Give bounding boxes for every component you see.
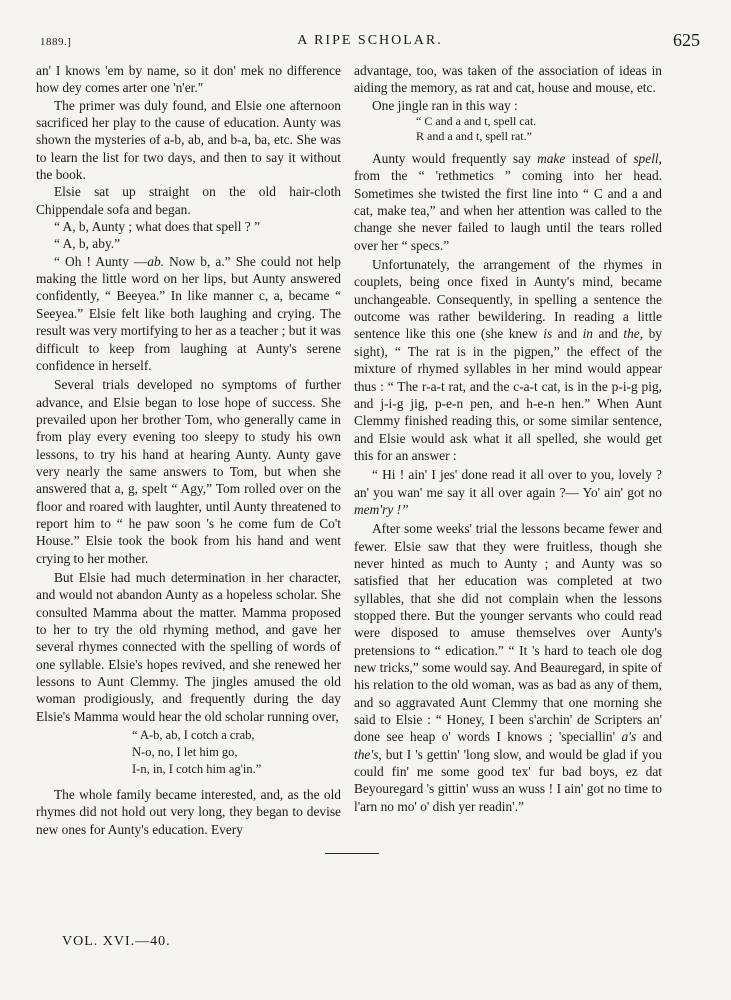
paragraph: The whole family became interested, and, as the old rhymes did not hold out very long, they began to devise new ones for Aunty's education. Every [36, 787, 341, 837]
running-head [40, 30, 700, 54]
text-run: instead of [565, 151, 634, 167]
verse-line: “ C and a and t, spell cat. [416, 114, 537, 129]
verse-line: “ A-b, ab, I cotch a crab, [132, 728, 255, 743]
text-run: from the “ 'rethmetics ” coming into her head. Sometimes she twisted the first line into “ C and a and cat, make tea,” and when her attention was called to the change she never failed to laugh until the tears rolled over her “ specs.” [354, 168, 662, 253]
paragraph [354, 520, 662, 815]
text-run: and [593, 326, 624, 342]
italic-text: mem'ry !” [354, 501, 409, 517]
section-divider [325, 853, 379, 854]
paragraph: The primer was duly found, and Elsie one afternoon sacrificed her play to the cause of education. Aunty was shown the mysteries of a-b, ab, and b-a, ba, etc. She was to learn the list for two days, and then to say it without the book. [36, 97, 341, 183]
text-run: Unfortunately, the arrangement of the rhymes in couplets, being once fixed in Aunty's mind, became unchangeable. Consequently, in spelling a sentence the outcome was rather bewildering. In reading a little sentence like this one (she knew [354, 257, 662, 342]
text-run: Now b, a.” She could not help making the little word on her lips, but Aunty answered confidently, “ Beeyea.” In like manner c, a, became “ Seeyea.” Elsie felt like both laughing and crying. The result was very mortifying to her as a teacher ; but it was difficult to keep from laughing at Aunty's serene confidence in herself. [36, 253, 341, 373]
verse-line: N-o, no, I let him go, [132, 745, 238, 760]
article-title: A RIPE SCHOLAR. [297, 33, 443, 48]
page-number: 625 [673, 30, 700, 50]
text-run: but I 's gettin' 'long slow, and would be glad if you could fin' me some good tex' fur bad boys, ez dat Beyouregard 's gittin' wuss an wuss ! I ain' got no time to l'arn no mo' o' dish yer readin'.” [354, 746, 662, 814]
volume-signature: VOL. XVI.—40. [62, 934, 171, 949]
text-run: and [636, 729, 662, 745]
paragraph: But Elsie had much determination in her character, and would not abandon Aunty as a hopeless scholar. She consulted Mamma about the matter. Mamma proposed to her to try the old rhyming method, and gave her several rhymes connected with the spelling of words of one syllable. Elsie's hopes revived, and she renewed her lessons to Aunt Clemmy. The jingles amused the old woman prodigiously, and frequently during the day Elsie's Mamma would hear the old scholar running over, [36, 569, 341, 724]
italic-text: the, [623, 326, 644, 342]
paragraph: an' I knows 'em by name, so it don' mek no difference how dey comes arter one 'n'er." [36, 63, 341, 96]
right-column [354, 62, 662, 815]
paragraph [354, 150, 662, 254]
paragraph [354, 256, 662, 464]
italic-text: a's [621, 729, 637, 745]
italic-text: is [543, 326, 553, 342]
italic-text: spell, [633, 151, 662, 167]
paragraph: “ A, b, Aunty ; what does that spell ? ” [54, 219, 261, 235]
paragraph: One jingle ran in this way : [372, 97, 518, 113]
italic-text: make [537, 151, 566, 167]
italic-text: in [582, 326, 593, 342]
text-run: After some weeks' trial the lessons became fewer and fewer. Elsie saw that they were fruitless, though she never hinted as much to Aunty ; and Aunty was so satisfied that her education was completed at two syllables, that she did not complain when the lessons stopped there. But the younger servants who could read were disposed to amuse themselves over Aunty's pretensions to “ edication.” “ It 's hard to teach ole dog new tricks,” some would say. And Beauregard, in spite of his relation to the old woman, was as bad as any of them, and so aggravated Aunt Clemmy that one morning she said to Elsie : “ Honey, I been s'archin' de Scripters an' done see heap o' words I knows ; 'speciallin' [354, 521, 662, 745]
paragraph [36, 253, 341, 374]
verse-block [36, 727, 341, 778]
paragraph: “ A, b, aby.” [54, 236, 121, 252]
verse-line: R and a and t, spell rat.” [416, 129, 532, 144]
paragraph: Several trials developed no symptoms of further advance, and Elsie began to lose hope of success. She prevailed upon her brother Tom, who generally came in from play every evening too sleepy to study his own lessons, to try his hand at hearing Aunty. Aunty gave very nearly the same answers to Tom, but when she answered that a, g, spelt “ Agy,” Tom rolled over on the floor and roared with laughter, until Aunty threatened to report him to “ he paw soon 's he come fum de Co't House.” Elsie took the book from his hand and went crying to her mother. [36, 377, 341, 566]
paragraph: Elsie sat up straight on the old hair-cloth Chippendale sofa and began. [36, 184, 341, 217]
verse-line: I-n, in, I cotch him ag'in.” [132, 762, 262, 777]
text-run: and [552, 326, 583, 342]
left-column [36, 62, 341, 838]
paragraph [354, 466, 662, 518]
text-run: by sight), “ The rat is in the pigpen,” the effect of the mixture of rhymed syllables in her mind would appear thus : “ The r-a-t rat, and the c-a-t cat, is in the p-i-g pig, and j-i-g jig, p-e-n pen, and h-e-n hen.” When Aunt Clemmy finished reading this, or some similar sentence, and Elsie would ask what it all spelled, she would get this for an answer : [354, 326, 662, 463]
text-run: “ Hi ! ain' I jes' done read it all over to you, lovely ? an' you wan' me say it all over again ?— Yo' ain' got no [354, 467, 662, 500]
italic-text: the's, [354, 746, 382, 762]
text-run: “ Oh ! Aunty — [54, 253, 148, 269]
italic-text: ab. [147, 253, 165, 269]
issue-date: 1889.] [40, 36, 72, 48]
verse-block [354, 114, 662, 144]
text-run: Aunty would frequently say [372, 151, 538, 167]
paragraph: advantage, too, was taken of the association of ideas in aiding the memory, as rat and cat, house and mouse, etc. [354, 63, 662, 96]
